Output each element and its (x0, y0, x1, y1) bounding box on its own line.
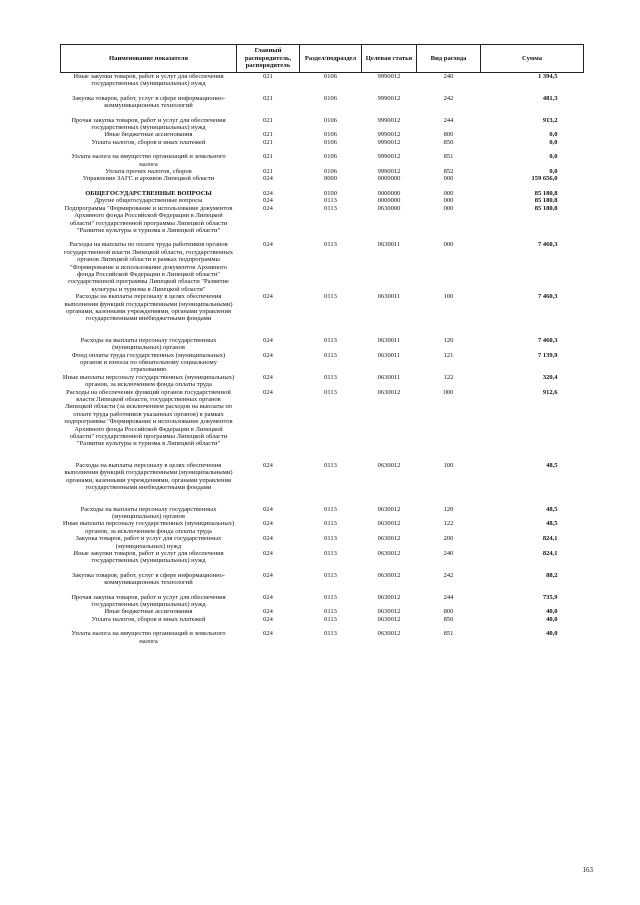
row-razdel: 0106 (324, 138, 337, 146)
row-sum: 7 460,3 (538, 241, 558, 249)
row-razdel: 0106 (324, 168, 337, 176)
row-expense-type: 000 (443, 197, 454, 205)
row-name: Расходы на выплаты персоналу в целях обеспечения выполнения функций государственными (муниципальными) органами, казенными учреждениями, органами управления государственными внебюджетными фондами (64, 461, 233, 492)
row-sum: 40,0 (546, 608, 558, 616)
row-target-article: 0630012 (377, 461, 401, 469)
table-row (61, 323, 584, 352)
table-row (61, 139, 584, 146)
row-name: Другие общегосударственные вопросы (94, 197, 203, 205)
row-grbs: 021 (263, 94, 273, 102)
row-target-article: 0630000 (377, 204, 401, 212)
row-razdel: 0106 (324, 153, 337, 161)
row-name: Управление ЗАГС и архивов Липецкой области (82, 175, 215, 183)
table-row (61, 565, 584, 587)
row-name: Расходы на выплаты по оплате труда работников органов государственной власти Липецкой области, государственных органов Липецкой области в рамках подпрограммы "Формирование и использование документов Архивного фонда Российской Федерации в Липецкой области" государственной программы Липецкой области "Развитие культуры и туризма в Липецкой области" (64, 241, 233, 293)
row-target-article: 9990012 (377, 73, 401, 80)
row-name: Иные закупки товаров, работ и услуг для обеспечения государственных (муниципальных) нужд (73, 73, 224, 88)
row-razdel: 0113 (324, 571, 337, 579)
row-razdel: 0113 (324, 615, 337, 623)
row-target-article: 0630012 (377, 615, 401, 623)
row-expense-type: 244 (443, 116, 454, 124)
table-body (61, 73, 584, 646)
row-name: Закупка товаров, работ и услуг для государственных (муниципальных) нужд (75, 535, 222, 550)
table-row (61, 587, 584, 609)
budget-table (60, 44, 584, 645)
row-expense-type: 100 (443, 461, 454, 469)
table-row (61, 492, 584, 521)
row-target-article: 0000000 (377, 189, 401, 197)
row-grbs: 021 (263, 168, 273, 176)
row-expense-type: 800 (443, 131, 454, 139)
row-name: Уплата прочих налогов, сборов (105, 168, 192, 176)
row-razdel: 0106 (324, 94, 337, 102)
row-sum: 48,5 (546, 505, 558, 513)
row-target-article: 0630012 (377, 388, 401, 396)
row-sum: 85 180,8 (534, 204, 558, 212)
row-expense-type: 120 (443, 336, 454, 344)
row-target-article: 0630012 (377, 571, 401, 579)
row-target-article: 9990012 (377, 131, 401, 139)
table-row (61, 608, 584, 615)
row-expense-type: 240 (443, 73, 454, 80)
row-sum: 85 180,8 (534, 197, 558, 205)
row-razdel: 0113 (324, 204, 337, 212)
row-name: Уплата налогов, сборов и иных платежей (91, 615, 206, 623)
row-grbs: 024 (263, 175, 273, 183)
row-razdel: 0106 (324, 116, 337, 124)
row-sum: 824,1 (542, 549, 558, 557)
row-razdel: 0113 (324, 373, 337, 381)
table-row (61, 293, 584, 323)
table-row (61, 197, 584, 204)
row-sum: 7 139,9 (538, 351, 558, 359)
row-expense-type: 242 (443, 94, 454, 102)
row-expense-type: 120 (443, 505, 454, 513)
row-razdel: 0113 (324, 293, 337, 301)
row-name: Уплата налогов, сборов и иных платежей (91, 138, 206, 146)
row-expense-type: 852 (443, 168, 454, 176)
row-razdel: 0113 (324, 351, 337, 359)
row-grbs: 021 (263, 73, 273, 80)
row-grbs: 024 (263, 630, 273, 638)
row-razdel: 0000 (324, 175, 337, 183)
table-row (61, 520, 584, 535)
table-header (61, 45, 584, 73)
row-sum: 481,3 (542, 94, 558, 102)
row-expense-type: 850 (443, 615, 454, 623)
col-header-razdel: Раздел/подраздел (300, 45, 362, 73)
row-grbs: 024 (263, 608, 273, 616)
row-grbs: 024 (263, 204, 273, 212)
row-expense-type: 851 (443, 153, 454, 161)
row-expense-type: 000 (443, 175, 454, 183)
row-expense-type: 850 (443, 138, 454, 146)
table-row (61, 550, 584, 565)
row-sum: 913,2 (542, 116, 558, 124)
row-name: Иные бюджетные ассигнования (104, 608, 193, 616)
row-target-article: 0000000 (377, 175, 401, 183)
row-expense-type: 851 (443, 630, 454, 638)
row-expense-type: 244 (443, 593, 454, 601)
row-grbs: 024 (263, 189, 273, 197)
row-name: Закупка товаров, работ, услуг в сфере информационно-коммуникационных технологий (72, 571, 225, 587)
row-expense-type: 240 (443, 549, 454, 557)
row-target-article: 9990012 (377, 153, 401, 161)
row-grbs: 024 (263, 615, 273, 623)
table-row (61, 88, 584, 110)
table-row (61, 448, 584, 492)
row-sum: 48,5 (546, 520, 558, 528)
table-row (61, 205, 584, 235)
row-grbs: 024 (263, 461, 273, 469)
row-grbs: 024 (263, 388, 273, 396)
row-razdel: 0113 (324, 388, 337, 396)
row-name: Уплата налога на имущество организаций и земельного налога (71, 153, 226, 168)
row-name: Расходы на выплаты персоналу в целях обеспечения выполнения функций государственными (муниципальными) органами, казенными учреждениями, органами управления государственными внебюджетными фондами (64, 293, 233, 323)
row-grbs: 021 (263, 116, 273, 124)
row-target-article: 0000000 (377, 197, 401, 205)
row-grbs: 024 (263, 571, 273, 579)
table-row (61, 168, 584, 175)
row-target-article: 9990012 (377, 116, 401, 124)
row-expense-type: 122 (443, 520, 454, 528)
row-razdel: 0113 (324, 520, 337, 528)
row-grbs: 024 (263, 505, 273, 513)
row-grbs: 024 (263, 535, 273, 543)
row-name: Расходы на выплаты персоналу государственных (муниципальных) органов (80, 505, 217, 520)
table-row (61, 146, 584, 168)
row-razdel: 0113 (324, 241, 337, 249)
table-row (61, 623, 584, 645)
row-grbs: 024 (263, 197, 273, 205)
table-row (61, 110, 584, 132)
row-razdel: 0106 (324, 131, 337, 139)
row-name: Прочая закупка товаров, работ и услуг для обеспечения государственных (муниципальных) нужд (71, 593, 226, 608)
row-name: Расходы на выплаты персоналу государственных (муниципальных) органов (80, 336, 217, 352)
page-number: 163 (582, 866, 593, 874)
col-header-target-article: Целевая статья (362, 45, 417, 73)
col-header-sum: Сумма (481, 45, 584, 73)
row-grbs: 024 (263, 241, 273, 249)
row-target-article: 0630012 (377, 630, 401, 638)
row-target-article: 0630011 (377, 293, 401, 301)
row-name: Фонд оплаты труда государственных (муниципальных) органов и взносы по обязательному социальному страхованию (71, 351, 226, 374)
row-grbs: 024 (263, 593, 273, 601)
table-row (61, 352, 584, 374)
row-name: Прочая закупка товаров, работ и услуг для обеспечения государственных (муниципальных) нужд (71, 116, 226, 132)
row-sum: 0,0 (549, 131, 558, 139)
row-target-article: 0630011 (377, 351, 401, 359)
row-name: Закупка товаров, работ, услуг в сфере информационно-коммуникационных технологий (72, 94, 225, 110)
table-row (61, 131, 584, 138)
row-target-article: 9990012 (377, 138, 401, 146)
row-name: ОБЩЕГОСУДАРСТВЕННЫЕ ВОПРОСЫ (85, 189, 212, 197)
table-row (61, 234, 584, 293)
row-target-article: 0630011 (377, 373, 401, 381)
row-grbs: 021 (263, 153, 273, 161)
row-name: Иные выплаты персоналу государственных (муниципальных) органов, за исключением фонда оплаты труда (62, 373, 235, 389)
row-sum: 735,9 (542, 593, 558, 601)
row-expense-type: 000 (443, 241, 454, 249)
row-expense-type: 000 (443, 388, 454, 396)
row-target-article: 9990012 (377, 168, 401, 176)
row-sum: 159 656,0 (531, 175, 558, 183)
table-row (61, 535, 584, 550)
row-target-article: 0630012 (377, 593, 401, 601)
row-grbs: 021 (263, 131, 273, 139)
row-razdel: 0113 (324, 336, 337, 344)
row-name: Иные бюджетные ассигнования (104, 131, 193, 139)
row-razdel: 0113 (324, 197, 337, 205)
row-sum: 48,5 (546, 461, 558, 469)
col-header-expense-type: Вид расхода (417, 45, 481, 73)
row-expense-type: 000 (443, 189, 454, 197)
row-sum: 1 394,5 (538, 73, 558, 80)
row-name: Подпрограмма "Формирование и использование документов Архивного фонда Российской Федерации в Липецкой области" государственной программы Липецкой области "Развитие культуры и туризма в Липецкой области" (64, 204, 233, 234)
row-razdel: 0113 (324, 549, 337, 557)
row-name: Иные закупки товаров, работ и услуг для обеспечения государственных (муниципальных) нужд (73, 549, 224, 565)
row-sum: 7 460,3 (538, 336, 558, 344)
row-expense-type: 100 (443, 293, 454, 301)
table-row (61, 183, 584, 197)
row-sum: 88,2 (546, 571, 558, 579)
row-razdel: 0113 (324, 461, 337, 469)
row-target-article: 0630012 (377, 549, 401, 557)
row-expense-type: 800 (443, 608, 454, 616)
row-razdel: 0113 (324, 535, 337, 543)
col-header-grbs: Главный распорядитель, распорядитель (237, 45, 300, 73)
row-grbs: 024 (263, 293, 273, 301)
row-sum: 0,0 (549, 138, 558, 146)
row-name: Расходы на обеспечение функций органов государственной власти Липецкой области, государственных органов Липецкой области (за исключением расходов на выплаты по оплате труда работников указанных органов) в рамках подпрограммы "Формирование и использование документов Архивного фонда Российской Федерации в Липецкой области" государственной программы Липецкой области "Развитие культуры и туризма в Липецкой области" (64, 388, 233, 448)
row-expense-type: 242 (443, 571, 454, 579)
row-target-article: 0630011 (377, 336, 401, 344)
row-target-article: 0630012 (377, 520, 401, 528)
row-target-article: 0630012 (377, 505, 401, 513)
row-grbs: 024 (263, 373, 273, 381)
col-header-name: Наименование показателя (61, 45, 237, 73)
table-row (61, 616, 584, 623)
row-sum: 912,6 (542, 388, 558, 396)
row-razdel: 0100 (324, 189, 337, 197)
row-target-article: 0630012 (377, 608, 401, 616)
row-sum: 824,1 (542, 535, 558, 543)
row-razdel: 0113 (324, 593, 337, 601)
row-grbs: 024 (263, 351, 273, 359)
row-name: Уплата налога на имущество организаций и земельного налога (71, 630, 226, 645)
row-sum: 0,0 (549, 168, 558, 176)
row-grbs: 024 (263, 336, 273, 344)
row-razdel: 0113 (324, 505, 337, 513)
table-row (61, 175, 584, 182)
row-razdel: 0106 (324, 73, 337, 80)
row-sum: 0,0 (549, 153, 558, 161)
row-sum: 7 460,3 (538, 293, 558, 301)
row-sum: 40,0 (546, 615, 558, 623)
table-row (61, 389, 584, 448)
row-sum: 85 180,8 (534, 189, 558, 197)
row-sum: 40,0 (546, 630, 558, 638)
row-grbs: 024 (263, 520, 273, 528)
row-expense-type: 000 (443, 204, 454, 212)
row-grbs: 021 (263, 138, 273, 146)
row-expense-type: 200 (443, 535, 454, 543)
row-razdel: 0113 (324, 608, 337, 616)
row-grbs: 024 (263, 549, 273, 557)
table-row (61, 374, 584, 389)
row-sum: 320,4 (542, 373, 558, 381)
row-expense-type: 121 (443, 351, 454, 359)
row-expense-type: 122 (443, 373, 454, 381)
table-row (61, 73, 584, 88)
row-razdel: 0113 (324, 630, 337, 638)
row-target-article: 0630012 (377, 535, 401, 543)
row-target-article: 0630011 (377, 241, 401, 249)
row-name: Иные выплаты персоналу государственных (муниципальных) органов, за исключением фонда оплаты труда (62, 520, 235, 535)
row-target-article: 9990012 (377, 94, 401, 102)
